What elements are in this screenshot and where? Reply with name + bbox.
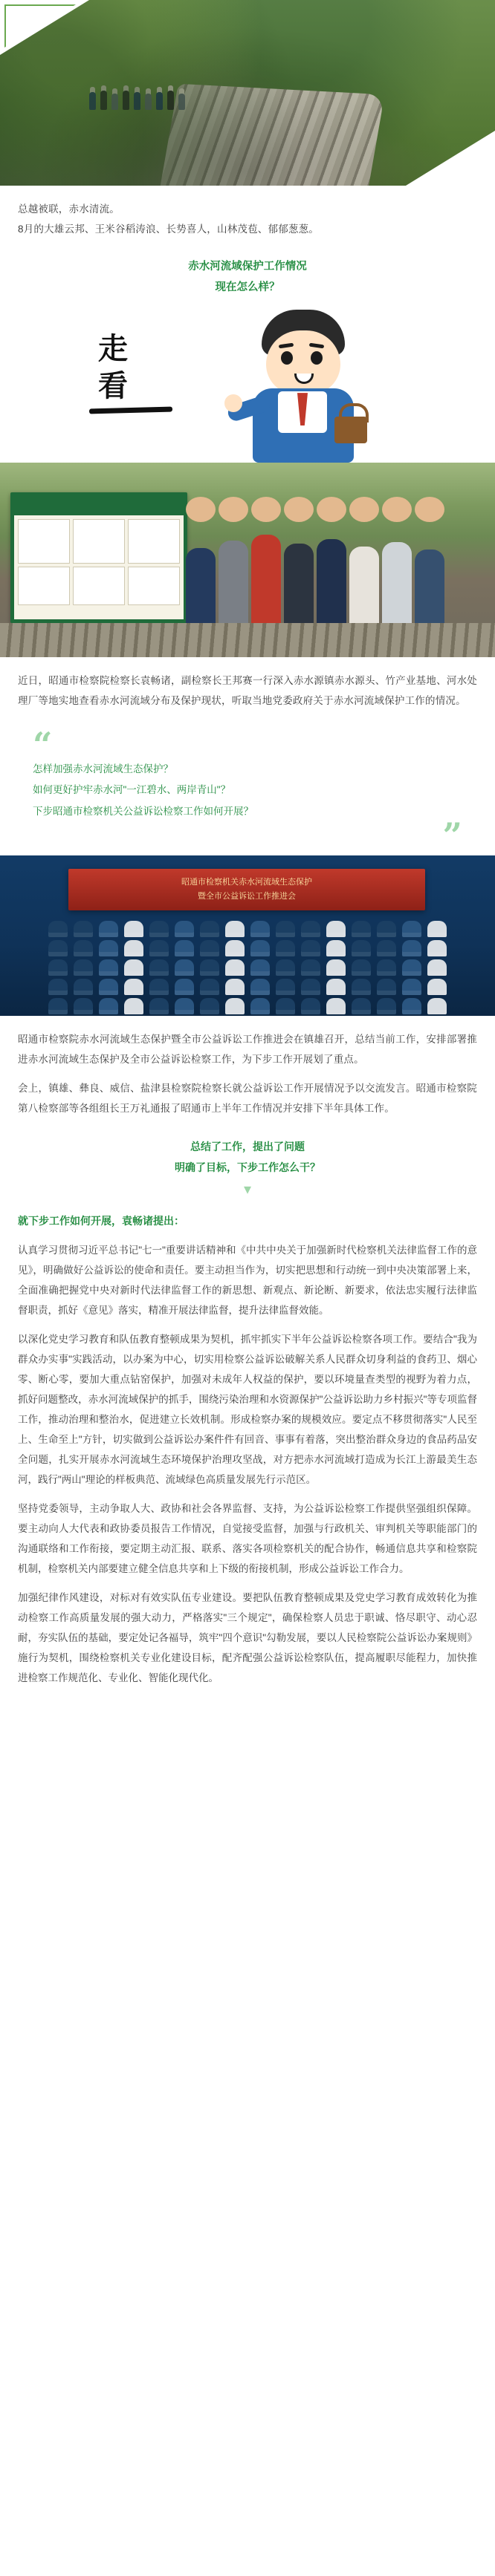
quote-mark-close: ” <box>442 815 462 855</box>
lead-in-text: 就下步工作如何开展，袁畅诸提出： <box>18 1214 184 1227</box>
hero-caption-block <box>0 199 495 239</box>
cartoon-underline <box>89 407 172 414</box>
quote-mark-open: “ <box>33 725 53 766</box>
paragraph-2: 昭通市检察院赤水河流域生态保护暨全市公益诉讼工作推进会在镇雄召开，总结当前工作，安排部署推进赤水河流域生态保护及全市公益诉讼检察工作，为下步工作开展划了重点。 <box>18 1033 477 1065</box>
question-heading-line-2: 现在怎么样？ <box>215 281 280 293</box>
quote-line-1: 怎样加强赤水河流域生态保护？ <box>33 763 173 775</box>
inspection-photo <box>0 463 495 657</box>
question-heading-line-1: 赤水河流域保护工作情况 <box>188 261 307 273</box>
lead-in-block <box>0 1210 495 1231</box>
conference-banner-line-1: 昭通市检察机关赤水河流域生态保护 <box>181 878 312 887</box>
audience-row <box>0 940 495 956</box>
paragraph-3: 会上，镇雄、彝良、威信、盐津县检察院检察长就公益诉讼工作开展情况予以交流发言。昭通市检察院第八检察部等各组组长王万礼通报了昭通市上半年工作情况并安排下半年具体工作。 <box>18 1082 477 1114</box>
conference-photo <box>0 855 495 1016</box>
points-list <box>0 1240 495 1688</box>
cartoon-text <box>98 330 129 405</box>
audience-row <box>0 959 495 976</box>
quote-block <box>0 724 495 855</box>
center-question-block <box>0 1136 495 1197</box>
conference-banner <box>68 869 425 910</box>
paragraph-1-block <box>0 671 495 711</box>
conference-audience <box>0 921 495 1016</box>
bulletin-board-header <box>14 496 184 515</box>
question-heading-block <box>0 257 495 298</box>
hero-caption-line-1: 总越被联，赤水清流。 <box>18 203 120 215</box>
bulletin-board-panels <box>14 515 184 609</box>
hero-photo <box>0 0 495 186</box>
character-eye-right <box>311 351 323 365</box>
stone-path <box>0 623 495 657</box>
bulletin-board <box>10 492 187 623</box>
cartoon-character <box>223 305 386 461</box>
audience-row <box>0 998 495 1014</box>
paragraph-1: 近日，昭通市检察院检察长袁畅诸，副检察长王邦赛一行深入赤水源镇赤水源头、竹产业基地、河水处理厂等地实地查看赤水河流域分布及保护现状，听取当地党委政府关于赤水河流域保护工作的情况。 <box>18 675 477 707</box>
point-item: 认真学习贯彻习近平总书记"七一"重要讲话精神和《中共中央关于加强新时代检察机关法律监督工作的意见》，明确做好公益诉讼的使命和责任。要主动担当作为，切实把思想和行动统一到中央决策部署上来，全面准确把握党中央对新时代法律监督工作的新思想、新观点、新论断、新要求，依法忠实履行法律监督职责，抓好《意见》落实，精准开展法律监督，提升法律监督效能。 <box>18 1244 477 1316</box>
character-bag <box>334 417 367 443</box>
center-question-line-2: 明确了目标，下步工作怎么干？ <box>175 1161 320 1173</box>
paragraph-2-block <box>0 1029 495 1118</box>
cartoon-banner <box>0 298 495 463</box>
cartoon-word-1: 走 <box>98 331 129 367</box>
cartoon-word-2: 看 <box>98 368 129 404</box>
hero-people-group <box>89 62 317 110</box>
character-hand <box>224 394 242 412</box>
point-item: 以深化党史学习教育和队伍教育整顿成果为契机，抓牢抓实下半年公益诉讼检察各项工作。要结合"我为群众办实事"实践活动，以办案为中心，切实用检察公益诉讼破解关系人民群众切身利益的食药卫、烟心零、断心零，要加大重点钻窑保护，加强对未成年人权益的保护，要以环境量查类型的视野为着力点，抓好问题整改，赤水河流域保护的抓手，围绕污染治理和水资源保护"公益诉讼助力乡村振兴"等专项监督工作，推动治理和整治水，促进建立长效机制。形成检察办案的规模效应。要定点不移贯彻落实"人民至上、生命至上"方针，切实做到公益诉讼办案件件有回音、事事有着落，突出整治群众身边的食品药品安全问题，扎实开展赤水河流域生态环境保护治理攻坚战，对方把赤水河流域打造成为长江上游最美生态河，践行"两山"理论的样板典范、流域绿色高质量发展先行示范区。 <box>18 1333 477 1485</box>
center-question-line-1: 总结了工作，提出了问题 <box>190 1140 305 1152</box>
chevron-down-icon: ▾ <box>243 1181 252 1198</box>
point-item: 坚持党委领导，主动争取人大、政协和社会各界监督、支持，为公益诉讼检察工作提供坚强组织保障。要主动向人大代表和政协委员报告工作情况，自觉接受监督，加强与行政机关、审判机关等职能部门的沟通联络和工作衔接，要定期主动汇报、联系、落实各项检察机关的配合协作，畅通信息共享和检察院机制，检察机关内部要建立健全信息共享和上下级的衔接机制，形成公益诉讼工作合力。 <box>18 1502 477 1574</box>
conference-banner-line-2: 暨全市公益诉讼工作推进会 <box>198 891 296 901</box>
quote-line-3: 下步昭通市检察机关公益诉讼检察工作如何开展？ <box>33 805 253 817</box>
audience-row <box>0 979 495 995</box>
hero-caption-line-2: 8月的大雄云邦、王米谷稻涛浪、长势喜人，山林茂苞、郁郁葱葱。 <box>18 224 320 235</box>
audience-row <box>0 921 495 937</box>
hero-image <box>0 0 495 186</box>
point-item: 加强纪律作风建设，对标对有效实队伍专业建设。要把队伍教育整顿成果及党史学习教育成效转化为推动检察工作高质量发展的强大动力，严格落实"三个规定"，确保检察人员忠于职诚、恪尽职守、动心忍耐，夯实队伍的基础，要定处记各福导，筑牢"四个意识"勾勒发展，要以人民检察院公益诉讼办案规则》施行为契机，围绕检察机关专业化建设目标，配齐配强公益诉讼检察队伍，提高履职尽能程力，加快推进检察工作规范化、专业化、智能化现代化。 <box>18 1591 477 1683</box>
quote-line-2: 如何更好护牢赤水河"一江碧水、两岸青山"？ <box>33 784 231 796</box>
character-face <box>266 330 340 394</box>
character-eye-left <box>281 351 293 365</box>
